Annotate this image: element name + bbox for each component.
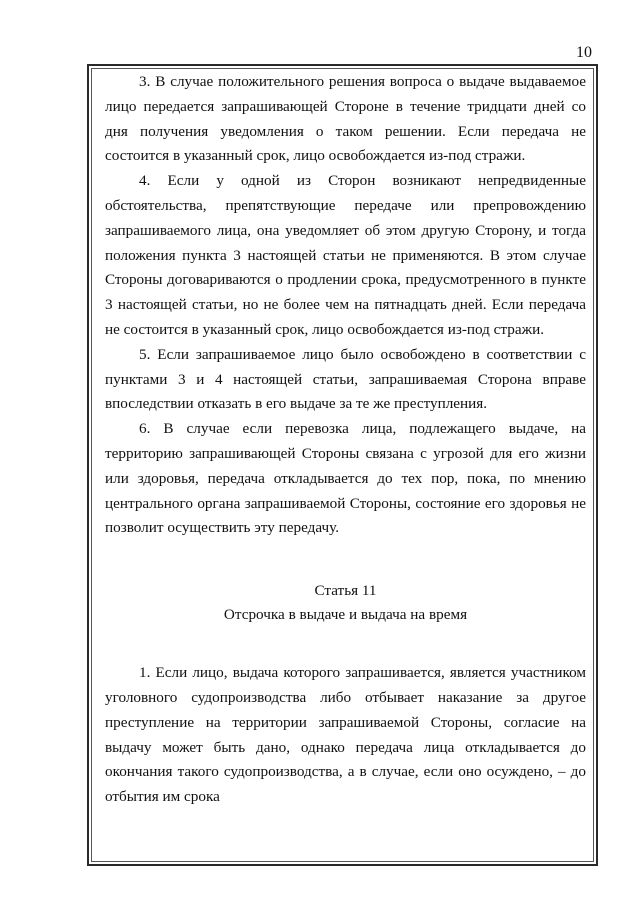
paragraph-4: 4. Если у одной из Сторон возникают непредвиденные обстоятельства, препятствующие передаче или препровождению запрашиваемого лица, она уведомляет об этом другую Сторону, и тогда положения пункта 3 настоящей статьи не применяются. В этом случае Стороны договариваются о продлении срока, предусмотренного в пункте 3 настоящей статьи, но не более чем на пятнадцать дней. Если передача не состоится в указанный срок, лицо освобождается из-под стражи. xyxy=(105,172,586,338)
document-body xyxy=(105,70,586,810)
paragraph-6: 6. В случае если перевозка лица, подлежащего выдаче, на территорию запрашивающей Стороны связана с угрозой для его жизни или здоровья, передача откладывается до тех пор, пока, по мнению центрального органа запрашиваемой Стороны, состояние его здоровья не позволит осуществить эту передачу. xyxy=(105,420,586,537)
article-title: Статья 11 xyxy=(314,582,377,600)
article-11-paragraph-1: 1. Если лицо, выдача которого запрашивается, является участником уголовного судопроизводства либо отбывает наказание за другое преступление на территории запрашиваемой Стороны, согласие на выдачу может быть дано, однако передача лица откладывается до окончания такого судопроизводства, а в случае, если оно осуждено, – до отбытия им срока xyxy=(105,664,586,806)
paragraph-3: 3. В случае положительного решения вопроса о выдаче выдаваемое лицо передается запрашивающей Стороне в течение тридцати дней со дня получения уведомления о таком решении. Если передача не состоится в указанный срок, лицо освобождается из-под стражи. xyxy=(105,73,586,165)
paragraph-5: 5. Если запрашиваемое лицо было освобождено в соответствии с пунктами 3 и 4 настоящей статьи, запрашиваемая Сторона вправе впоследствии отказать в его выдаче за те же преступления. xyxy=(105,345,586,413)
article-heading: Отсрочка в выдаче и выдача на время xyxy=(223,606,468,624)
page-number: 10 xyxy=(576,44,592,61)
